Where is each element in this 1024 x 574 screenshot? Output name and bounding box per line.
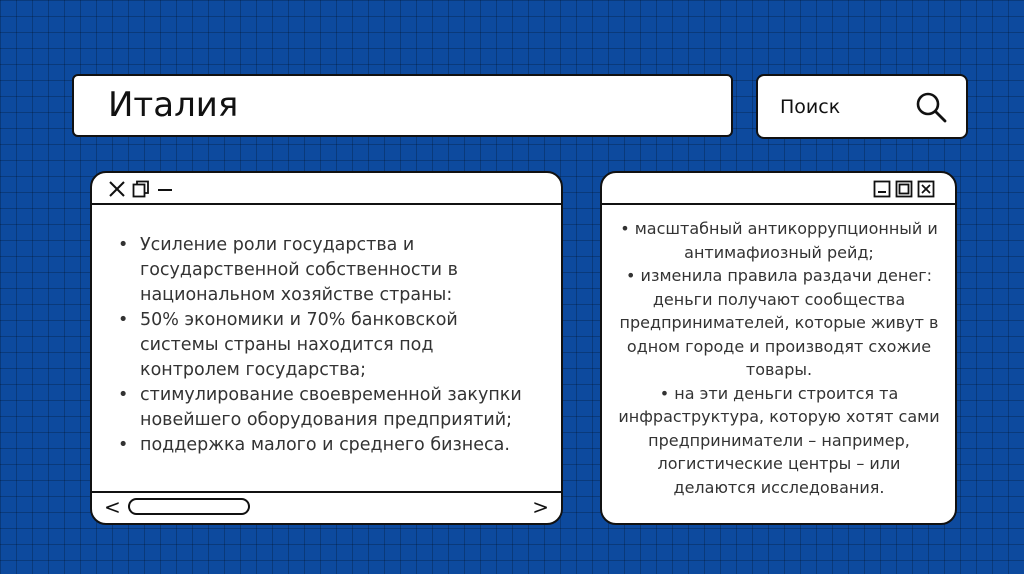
left-window-list bbox=[114, 233, 534, 458]
list-item: • масштабный антикоррупционный и антимафиозный рейд; bbox=[620, 219, 938, 262]
left-window bbox=[90, 171, 563, 525]
maximize-icon[interactable] bbox=[895, 180, 913, 198]
copy-icon[interactable] bbox=[132, 180, 150, 198]
right-window-titlebar bbox=[602, 173, 955, 205]
close-icon[interactable] bbox=[917, 180, 935, 198]
minimize-icon[interactable] bbox=[156, 180, 174, 198]
close-icon[interactable] bbox=[108, 180, 126, 198]
horizontal-scrollbar[interactable] bbox=[92, 491, 561, 523]
list-item: • Усиление роли государства и государственной собственности в национальном хозяйстве страны: bbox=[114, 233, 534, 308]
search-icon[interactable] bbox=[914, 90, 948, 124]
right-window-list bbox=[616, 217, 942, 499]
scrollbar-thumb[interactable] bbox=[128, 498, 250, 515]
minimize-icon[interactable] bbox=[873, 180, 891, 198]
page-title: Италия bbox=[108, 85, 239, 125]
list-item: • стимулирование своевременной закупки новейшего оборудования предприятий; bbox=[114, 383, 534, 433]
search-label: Поиск bbox=[780, 96, 841, 118]
left-window-titlebar bbox=[92, 173, 561, 205]
list-item: • поддержка малого и среднего бизнеса. bbox=[114, 433, 534, 458]
list-item: • 50% экономики и 70% банковской системы страны находится под контролем государства; bbox=[114, 308, 534, 383]
scroll-right-icon[interactable]: > bbox=[532, 495, 549, 519]
scroll-left-icon[interactable]: < bbox=[104, 495, 121, 519]
title-bar bbox=[72, 74, 733, 137]
search-box[interactable] bbox=[756, 74, 968, 139]
list-item: • изменила правила раздачи денег: деньги получают сообщества предпринимателей, которые живут в одном городе и производят схожие товары. bbox=[619, 266, 939, 379]
right-window bbox=[600, 171, 957, 525]
list-item: • на эти деньги строится та инфраструктура, которую хотят сами предприниматели – например, логистические центры – или делаются исследования. bbox=[618, 383, 940, 497]
